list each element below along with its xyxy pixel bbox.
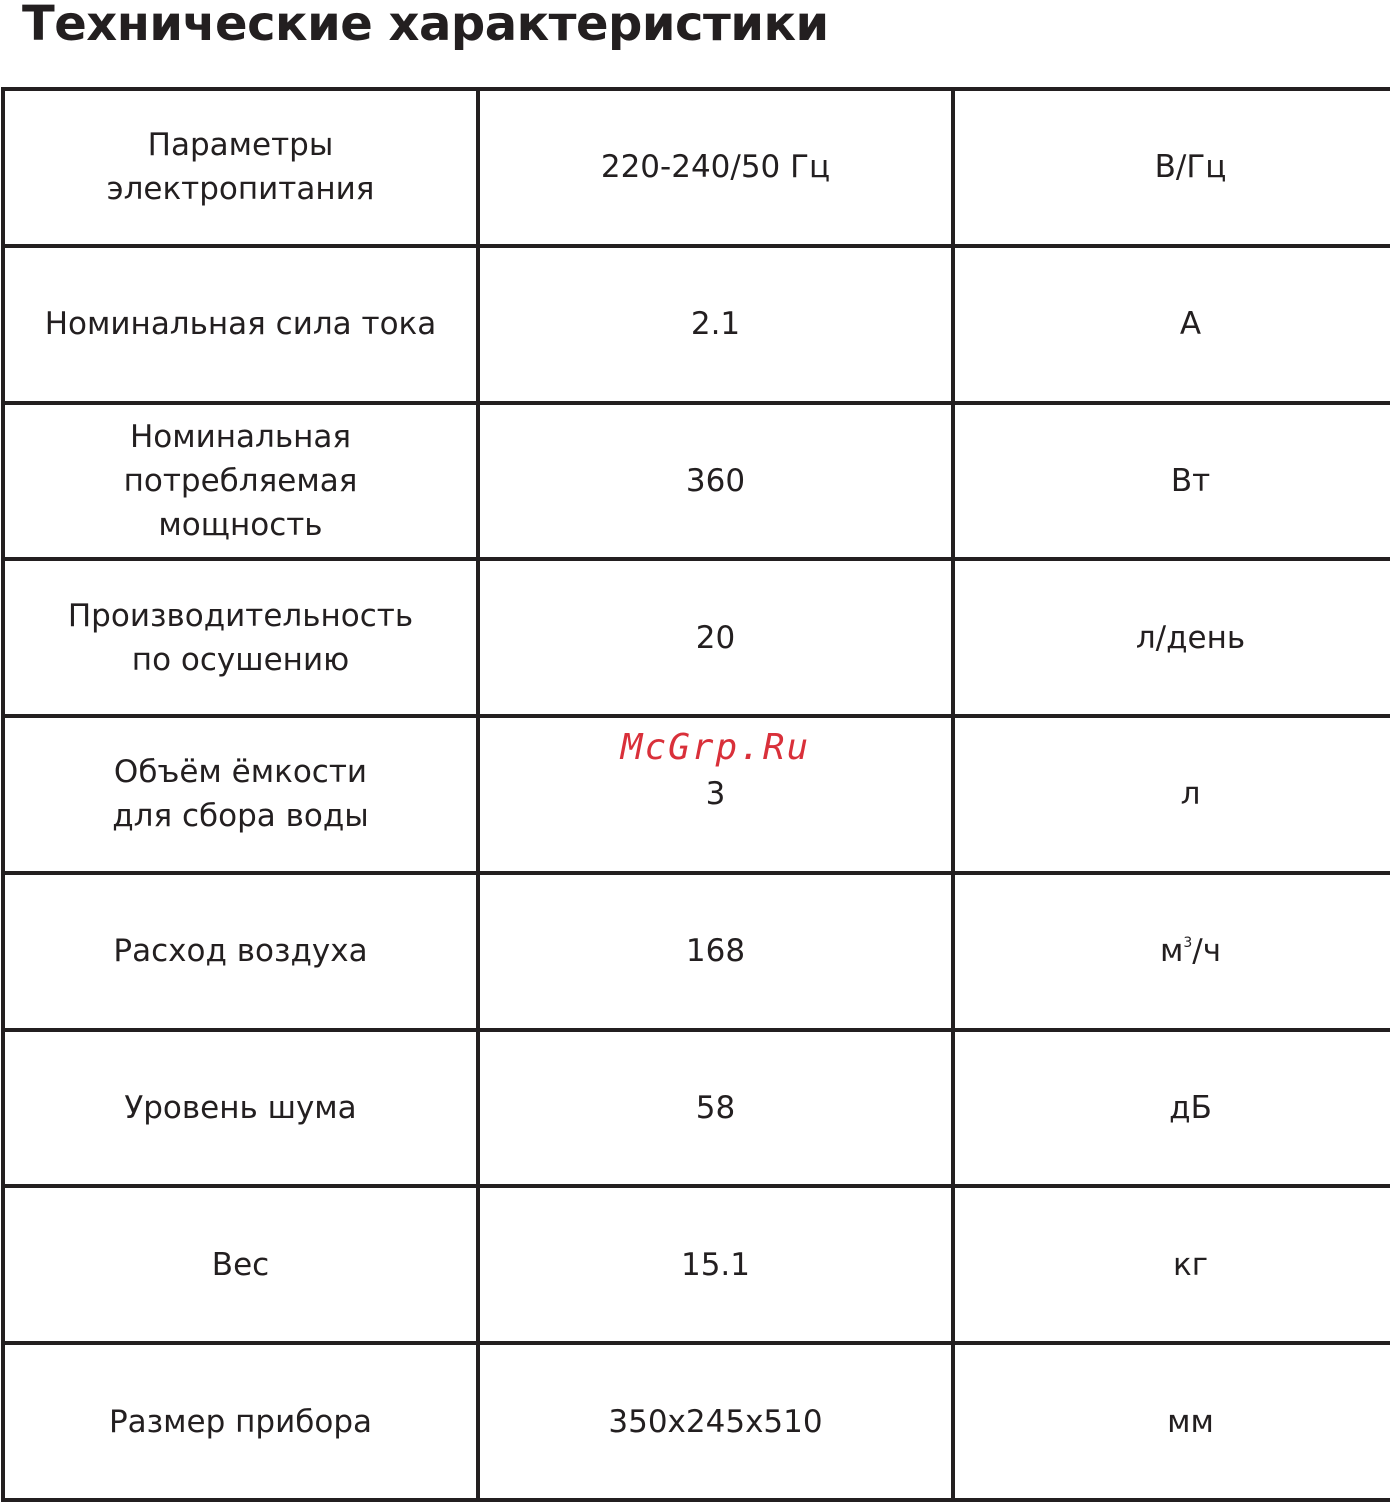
- table-row: [3, 1343, 1390, 1500]
- param-name: Размер прибора: [3, 1343, 478, 1500]
- param-unit: [953, 873, 1390, 1030]
- table-row: [3, 1030, 1390, 1187]
- param-value-cell: [478, 716, 953, 873]
- param-unit: А: [953, 246, 1390, 403]
- table-row: [3, 716, 1390, 873]
- param-value: 220-240/50 Гц: [478, 89, 953, 246]
- param-unit: В/Гц: [953, 89, 1390, 246]
- param-value: 168: [478, 873, 953, 1030]
- table-row: [3, 89, 1390, 246]
- param-value: 350x245x510: [478, 1343, 953, 1500]
- page-title: Технические характеристики: [22, 0, 829, 52]
- param-unit: л/день: [953, 559, 1390, 716]
- table-row: [3, 403, 1390, 560]
- param-name: Номинальная потребляемая мощность: [3, 403, 478, 560]
- param-unit: Вт: [953, 403, 1390, 560]
- param-name: Уровень шума: [3, 1030, 478, 1187]
- table-row: [3, 559, 1390, 716]
- param-unit: дБ: [953, 1030, 1390, 1187]
- param-unit: мм: [953, 1343, 1390, 1500]
- unit-base: м: [1159, 933, 1184, 970]
- table-row: [3, 873, 1390, 1030]
- param-unit: кг: [953, 1186, 1390, 1343]
- table-row: [3, 246, 1390, 403]
- table-row: [3, 1186, 1390, 1343]
- unit-tail: /ч: [1192, 933, 1222, 970]
- param-value: 3: [705, 776, 726, 813]
- param-value: 360: [478, 403, 953, 560]
- param-name: Параметры электропитания: [3, 89, 478, 246]
- watermark: McGrp.Ru: [620, 727, 811, 769]
- param-value: 58: [478, 1030, 953, 1187]
- param-name: Вес: [3, 1186, 478, 1343]
- param-name: Расход воздуха: [3, 873, 478, 1030]
- param-name: Номинальная сила тока: [3, 246, 478, 403]
- param-value: 2.1: [478, 246, 953, 403]
- specs-table: [1, 87, 1390, 1502]
- param-name: Объём ёмкости для сбора воды: [3, 716, 478, 873]
- unit-superscript: 3: [1183, 935, 1193, 952]
- param-unit: л: [953, 716, 1390, 873]
- param-value: 15.1: [478, 1186, 953, 1343]
- value-wrapper: [620, 727, 811, 816]
- param-value: 20: [478, 559, 953, 716]
- param-name: Производительность по осушению: [3, 559, 478, 716]
